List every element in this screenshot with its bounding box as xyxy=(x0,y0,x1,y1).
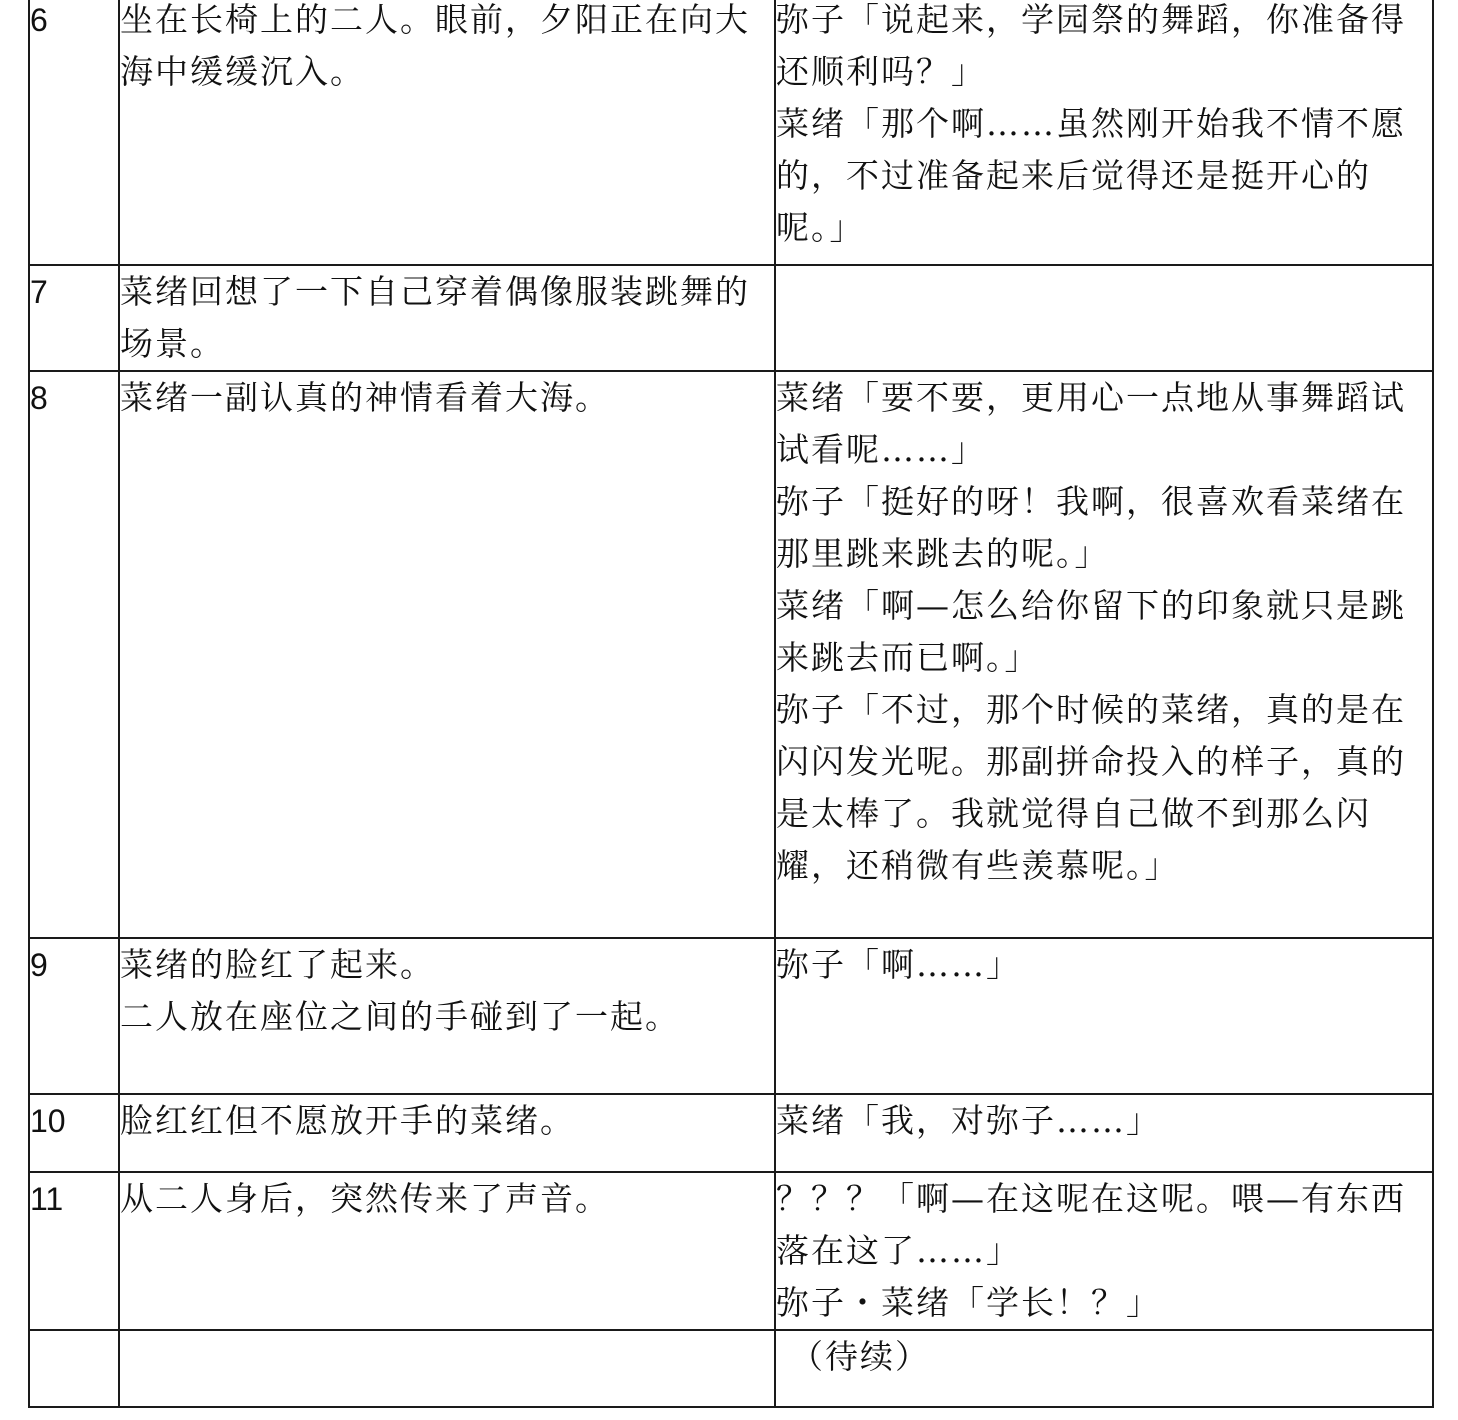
scene-line: 菜绪的脸红了起来。 xyxy=(120,945,435,984)
scene-line: 二人放在座位之间的手碰到了一起。 xyxy=(120,997,680,1036)
cut-number: 8 xyxy=(29,371,119,938)
cut-number: 6 xyxy=(29,0,119,265)
scene-line: 坐在长椅上的二人。眼前，夕阳正在向大海中缓缓沉入。 xyxy=(120,0,750,91)
cut-number xyxy=(29,1330,119,1407)
dialogue-cell xyxy=(775,1094,1433,1172)
dialogue-line: 菜绪「要不要，更用心一点地从事舞蹈试试看呢……」 xyxy=(776,378,1406,469)
cut-number: 10 xyxy=(29,1094,119,1172)
script-table xyxy=(28,0,1434,1408)
scene-description xyxy=(119,1172,775,1330)
scene-description xyxy=(119,0,775,265)
scene-line: 脸红红但不愿放开手的菜绪。 xyxy=(120,1101,575,1140)
cut-number: 11 xyxy=(29,1172,119,1330)
scene-description xyxy=(119,1330,775,1407)
cut-number: 9 xyxy=(29,938,119,1094)
dialogue-cell xyxy=(775,1330,1433,1407)
dialogue-line: 弥子・菜绪「学长！？」 xyxy=(776,1283,1161,1322)
table-row xyxy=(29,1094,1433,1172)
dialogue-line: 弥子「啊……」 xyxy=(776,945,1021,984)
table-row xyxy=(29,0,1433,265)
cut-number: 7 xyxy=(29,265,119,371)
table-row xyxy=(29,938,1433,1094)
dialogue-line: 菜绪「那个啊……虽然刚开始我不情不愿的，不过准备起来后觉得还是挺开心的呢。」 xyxy=(776,104,1406,247)
dialogue-line: 菜绪「我，对弥子……」 xyxy=(776,1101,1161,1140)
dialogue-line: ？？？「啊—在这呢在这呢。喂—有东西落在这了……」 xyxy=(776,1179,1406,1270)
scene-description xyxy=(119,371,775,938)
dialogue-cell xyxy=(775,265,1433,371)
dialogue-line: 弥子「说起来，学园祭的舞蹈，你准备得还顺利吗？」 xyxy=(776,0,1406,91)
dialogue-line: 弥子「挺好的呀！我啊，很喜欢看菜绪在那里跳来跳去的呢。」 xyxy=(776,482,1406,573)
scene-description xyxy=(119,938,775,1094)
dialogue-cell xyxy=(775,0,1433,265)
table-row xyxy=(29,371,1433,938)
table-row xyxy=(29,1330,1433,1407)
dialogue-line: 弥子「不过，那个时候的菜绪，真的是在闪闪发光呢。那副拼命投入的样子，真的是太棒了。我就觉得自己做不到那么闪耀，还稍微有些羡慕呢。」 xyxy=(776,690,1406,885)
scene-line: 菜绪回想了一下自己穿着偶像服装跳舞的场景。 xyxy=(120,272,750,363)
scene-description xyxy=(119,265,775,371)
dialogue-cell xyxy=(775,938,1433,1094)
dialogue-cell xyxy=(775,371,1433,938)
scene-line: 从二人身后，突然传来了声音。 xyxy=(120,1179,610,1218)
to-be-continued-note: （待续） xyxy=(790,1337,930,1376)
scene-description xyxy=(119,1094,775,1172)
table-row xyxy=(29,1172,1433,1330)
scene-line: 菜绪一副认真的神情看着大海。 xyxy=(120,378,610,417)
table-row xyxy=(29,265,1433,371)
dialogue-line: 菜绪「啊—怎么给你留下的印象就只是跳来跳去而已啊。」 xyxy=(776,586,1406,677)
dialogue-cell xyxy=(775,1172,1433,1330)
